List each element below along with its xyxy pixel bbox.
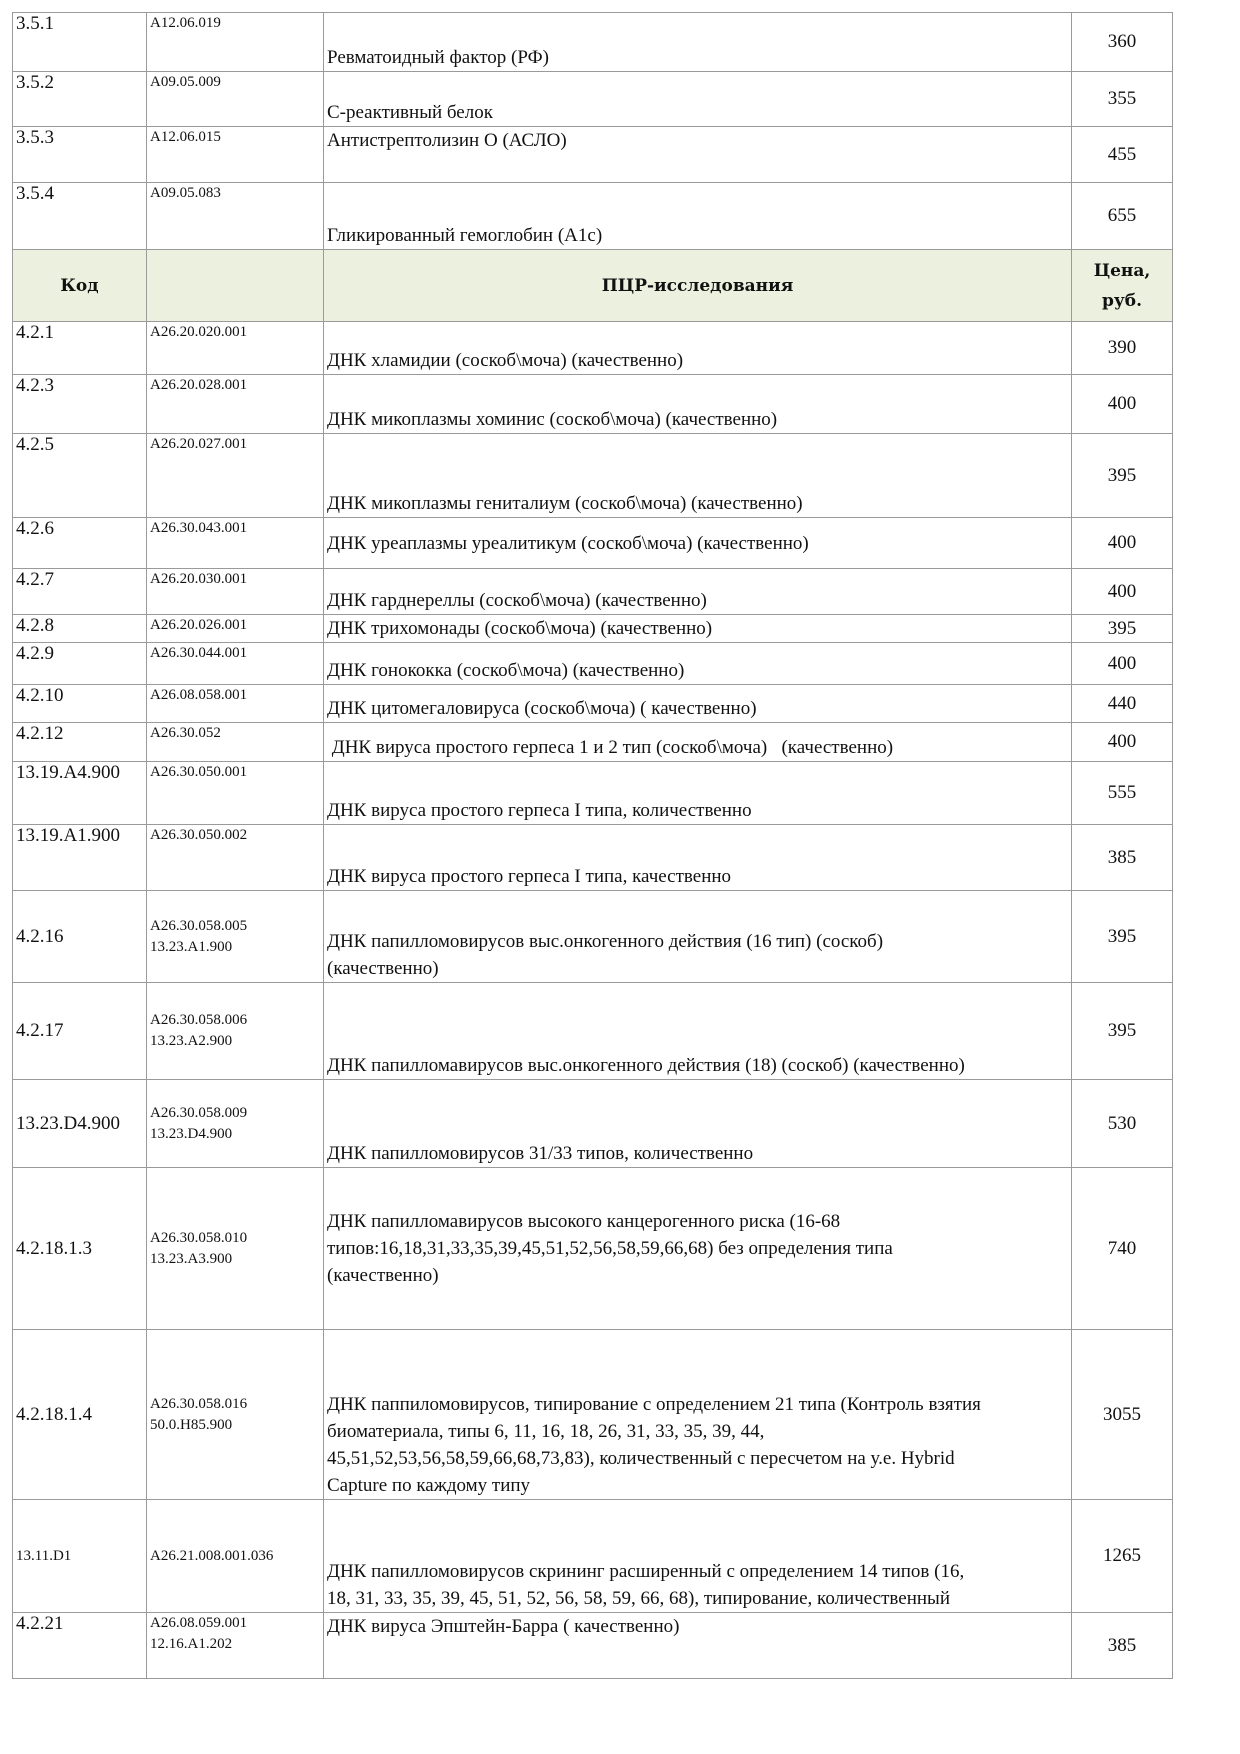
service-name: Ревматоидный фактор (РФ) <box>324 13 1072 72</box>
row-number: 13.11.D1 <box>13 1500 147 1613</box>
service-code <box>147 1613 324 1679</box>
service-price: 400 <box>1072 569 1173 615</box>
service-code-line2: 13.23.A1.900 <box>150 938 233 955</box>
row-number: 4.2.6 <box>13 518 147 569</box>
section-header-row <box>13 250 1173 322</box>
table-row <box>13 322 1173 375</box>
service-code-line1: A26.30.058.009 <box>150 1104 248 1121</box>
row-number: 4.2.3 <box>13 375 147 434</box>
service-price: 400 <box>1072 375 1173 434</box>
service-name: ДНК папилломовирусов 31/33 типов, количественно <box>324 1080 1072 1168</box>
table-row <box>13 518 1173 569</box>
service-price: 395 <box>1072 615 1173 643</box>
header-code-2 <box>147 250 324 322</box>
service-name: ДНК трихомонады (соскоб\моча) (качественно) <box>324 615 1072 643</box>
table-row <box>13 375 1173 434</box>
service-name <box>324 1500 1072 1613</box>
service-price: 555 <box>1072 762 1173 825</box>
service-code-line1: A26.08.059.001 <box>150 1615 248 1631</box>
service-name: ДНК гарднереллы (соскоб\моча) (качественно) <box>324 569 1072 615</box>
service-name-line2: (качественно) <box>327 958 439 979</box>
service-code: A26.30.044.001 <box>147 643 324 685</box>
table-row <box>13 615 1173 643</box>
service-code: A26.20.020.001 <box>147 322 324 375</box>
service-name-line3: 45,51,52,53,56,58,59,66,68,73,83), количественный с пересчетом на у.е. Hybrid <box>327 1448 955 1469</box>
service-price: 655 <box>1072 183 1173 250</box>
service-price: 395 <box>1072 434 1173 518</box>
row-number: 13.23.D4.900 <box>13 1080 147 1168</box>
row-number: 3.5.4 <box>13 183 147 250</box>
service-code <box>147 1330 324 1500</box>
service-code: A26.30.050.001 <box>147 762 324 825</box>
service-name <box>324 1330 1072 1500</box>
table-row <box>13 762 1173 825</box>
service-name-line2: 18, 31, 33, 35, 39, 45, 51, 52, 56, 58, 59, 66, 68), типирование, количественный <box>327 1588 950 1609</box>
row-number: 4.2.8 <box>13 615 147 643</box>
service-name: С-реактивный белок <box>324 72 1072 127</box>
service-code-line1: A26.30.058.006 <box>150 1012 248 1028</box>
service-code: A26.30.052 <box>147 723 324 762</box>
row-number: 4.2.21 <box>13 1613 147 1679</box>
service-name <box>324 1168 1072 1330</box>
service-code: A09.05.009 <box>147 72 324 127</box>
header-price-line2: руб. <box>1101 290 1143 311</box>
table-row <box>13 1168 1173 1330</box>
row-number: 4.2.16 <box>13 891 147 983</box>
service-code: A26.30.043.001 <box>147 518 324 569</box>
service-price: 390 <box>1072 322 1173 375</box>
table-row <box>13 127 1173 183</box>
service-name: ДНК хламидии (соскоб\моча) (качественно) <box>324 322 1072 375</box>
service-price: 400 <box>1072 723 1173 762</box>
service-code-line2: 13.23.A3.900 <box>150 1250 233 1267</box>
service-code: A26.20.027.001 <box>147 434 324 518</box>
table-row <box>13 183 1173 250</box>
table-row <box>13 1613 1173 1679</box>
service-price: 400 <box>1072 643 1173 685</box>
row-number: 4.2.12 <box>13 723 147 762</box>
row-number: 4.2.10 <box>13 685 147 723</box>
service-price: 395 <box>1072 983 1173 1080</box>
service-code: A26.30.050.002 <box>147 825 324 891</box>
service-code <box>147 1168 324 1330</box>
row-number: 4.2.9 <box>13 643 147 685</box>
table-row <box>13 13 1173 72</box>
service-name: ДНК микоплазмы хоминис (соскоб\моча) (качественно) <box>324 375 1072 434</box>
row-number: 4.2.7 <box>13 569 147 615</box>
service-price: 1265 <box>1072 1500 1173 1613</box>
service-code-line1: A26.30.058.005 <box>150 917 248 934</box>
service-name-line1: ДНК папилломовирусов выс.онкогенного действия (16 тип) (соскоб) <box>327 931 884 952</box>
table-row <box>13 983 1173 1080</box>
service-price: 530 <box>1072 1080 1173 1168</box>
service-code: A12.06.019 <box>147 13 324 72</box>
service-code <box>147 983 324 1080</box>
row-number: 3.5.1 <box>13 13 147 72</box>
service-code: A12.06.015 <box>147 127 324 183</box>
row-number: 4.2.5 <box>13 434 147 518</box>
service-price: 400 <box>1072 518 1173 569</box>
service-code-line1: A26.30.058.010 <box>150 1229 248 1246</box>
service-price: 740 <box>1072 1168 1173 1330</box>
service-code-line1: A26.30.058.016 <box>150 1395 248 1412</box>
service-name: ДНК уреаплазмы уреалитикум (соскоб\моча) (качественно) <box>324 518 1072 569</box>
service-name: ДНК вируса простого герпеса 1 и 2 тип (соскоб\моча) (качественно) <box>324 723 1072 762</box>
table-row <box>13 72 1173 127</box>
service-name: Антистрептолизин О (АСЛО) <box>324 127 1072 183</box>
row-number: 13.19.A1.900 <box>13 825 147 891</box>
service-code <box>147 891 324 983</box>
service-code-line2: 13.23.D4.900 <box>150 1125 233 1142</box>
service-name <box>324 891 1072 983</box>
header-price <box>1072 250 1173 322</box>
service-name-line4: Capture по каждому типу <box>327 1475 531 1496</box>
service-code-line2: 50.0.H85.900 <box>150 1416 233 1433</box>
row-number: 4.2.18.1.4 <box>13 1330 147 1500</box>
service-price: 455 <box>1072 127 1173 183</box>
table-row <box>13 1500 1173 1613</box>
row-number: 4.2.1 <box>13 322 147 375</box>
table-row <box>13 891 1173 983</box>
service-code-line2: 13.23.A2.900 <box>150 1033 233 1049</box>
table-row <box>13 434 1173 518</box>
row-number: 3.5.2 <box>13 72 147 127</box>
table-row <box>13 1080 1173 1168</box>
service-code <box>147 1080 324 1168</box>
service-name: ДНК микоплазмы гениталиум (соскоб\моча) (качественно) <box>324 434 1072 518</box>
header-code: Код <box>13 250 147 322</box>
table-row <box>13 569 1173 615</box>
service-code-line2: 12.16.A1.202 <box>150 1636 233 1652</box>
service-name: ДНК папилломавирусов выс.онкогенного действия (18) (соскоб) (качественно) <box>324 983 1072 1080</box>
service-name: ДНК цитомегаловируса (соскоб\моча) ( качественно) <box>324 685 1072 723</box>
service-code: A26.20.030.001 <box>147 569 324 615</box>
service-code: A26.08.058.001 <box>147 685 324 723</box>
table-row <box>13 643 1173 685</box>
table-row <box>13 825 1173 891</box>
price-table <box>12 12 1173 1679</box>
service-name-line1: ДНК папилломовирусов скрининг расширенный с определением 14 типов (16, <box>327 1561 965 1582</box>
service-name: ДНК вируса простого герпеса I типа, качественно <box>324 825 1072 891</box>
service-price: 385 <box>1072 1613 1173 1679</box>
service-price: 385 <box>1072 825 1173 891</box>
service-name-line3: (качественно) <box>327 1265 439 1286</box>
service-price: 395 <box>1072 891 1173 983</box>
service-code: A26.21.008.001.036 <box>147 1500 324 1613</box>
service-name: ДНК вируса простого герпеса I типа, количественно <box>324 762 1072 825</box>
table-row <box>13 685 1173 723</box>
service-price: 3055 <box>1072 1330 1173 1500</box>
service-name: Гликированный гемоглобин (A1c) <box>324 183 1072 250</box>
service-name-line2: типов:16,18,31,33,35,39,45,51,52,56,58,59,66,68) без определения типа <box>327 1238 893 1259</box>
service-price: 440 <box>1072 685 1173 723</box>
service-price: 355 <box>1072 72 1173 127</box>
table-row <box>13 723 1173 762</box>
service-name: ДНК гонококка (соскоб\моча) (качественно) <box>324 643 1072 685</box>
service-name-line1: ДНК паппиломовирусов, типирование с определением 21 типа (Контроль взятия <box>327 1394 981 1415</box>
header-price-line1: Цена, <box>1093 260 1151 281</box>
service-name-line2: биоматериала, типы 6, 11, 16, 18, 26, 31, 33, 35, 39, 44, <box>327 1421 765 1442</box>
service-code: A26.20.026.001 <box>147 615 324 643</box>
service-code: A26.20.028.001 <box>147 375 324 434</box>
service-code: A09.05.083 <box>147 183 324 250</box>
service-name-line1: ДНК папилломавирусов высокого канцерогенного риска (16-68 <box>327 1211 841 1232</box>
row-number: 3.5.3 <box>13 127 147 183</box>
row-number: 13.19.A4.900 <box>13 762 147 825</box>
row-number: 4.2.18.1.3 <box>13 1168 147 1330</box>
service-name: ДНК вируса Эпштейн-Барра ( качественно) <box>324 1613 1072 1679</box>
table-row <box>13 1330 1173 1500</box>
header-title: ПЦР-исследования <box>324 250 1072 322</box>
service-price: 360 <box>1072 13 1173 72</box>
row-number: 4.2.17 <box>13 983 147 1080</box>
